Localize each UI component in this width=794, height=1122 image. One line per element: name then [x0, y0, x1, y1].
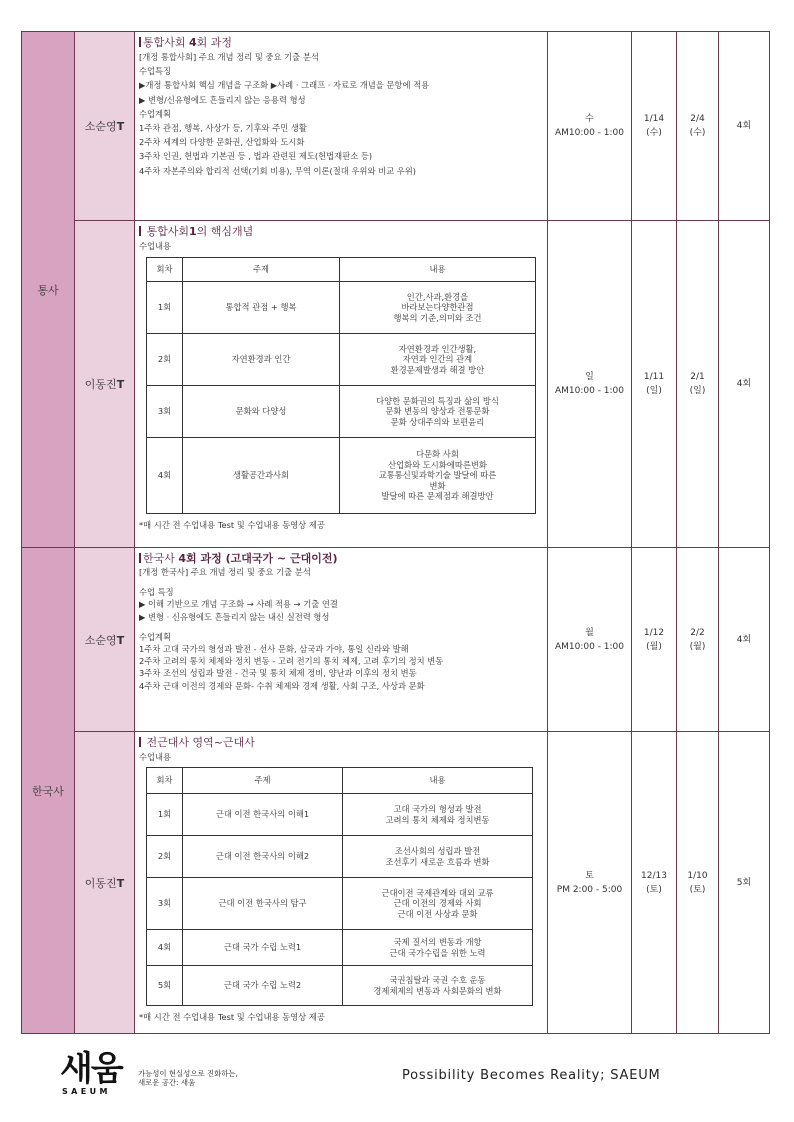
course-line: 수업계획 — [139, 108, 172, 119]
session-no: 3회 — [147, 878, 183, 930]
table-row — [147, 836, 533, 878]
slogan: Possibility Becomes Reality; SAEUM — [402, 1068, 661, 1083]
header-cell: 회차 — [147, 768, 183, 794]
end-date: 1/10 (토) — [677, 732, 719, 1034]
subject-cell: 통사 — [22, 32, 75, 548]
tagline: 가능성이 현실성으로 진화하는, 새로운 공간: 새움 — [138, 1069, 238, 1087]
course-description — [135, 221, 548, 548]
schedule-row — [22, 548, 770, 732]
table-header-row — [147, 258, 536, 282]
table-header-row — [147, 768, 533, 794]
session-no: 4회 — [147, 930, 183, 966]
session-no: 1회 — [147, 794, 183, 836]
session-count: 4회 — [719, 221, 770, 548]
topic: 근대 이전 한국사의 이해1 — [183, 794, 343, 836]
teacher-cell: 소순영T — [75, 32, 135, 221]
course-line: 4주차 자본주의와 합리적 선택(기회 비용), 무역 이론(절대 우위와 비교 우위) — [139, 165, 417, 176]
session-no: 5회 — [147, 966, 183, 1006]
course-description — [135, 548, 548, 732]
teacher-cell: 이동진T — [75, 221, 135, 548]
content: 자연환경과 인간생활, 자연과 인간의 관계 환경문제발생과 해결 방안 — [340, 334, 536, 386]
course-line: [개정 한국사] 주요 개념 정리 및 중요 기출 분석 — [139, 567, 311, 577]
note-text: *매 시간 전 수업내용 Test 및 수업내용 동영상 제공 — [139, 520, 325, 531]
course-description — [135, 32, 548, 221]
schedule-table — [21, 31, 770, 1034]
class-time: 월 AM10:00 - 1:00 — [548, 548, 632, 732]
topic: 문화와 다양성 — [183, 386, 340, 438]
content: 고대 국가의 형성과 발전 고려의 통치 체제와 정치변동 — [343, 794, 533, 836]
table-row — [147, 438, 536, 514]
course-description — [135, 732, 548, 1034]
course-line: 수업계획 — [139, 631, 172, 642]
content: 다양한 문화권의 특징과 삶의 방식 문화 변동의 양상과 전통문화 문화 상대주의와 보편윤리 — [340, 386, 536, 438]
class-time: 수 AM10:00 - 1:00 — [548, 32, 632, 221]
course-line: 수업 특징 — [139, 587, 174, 598]
content: 근대이전 국제관계와 대외 교류 근대 이전의 경제와 사회 근대 이전 사상과 문화 — [343, 878, 533, 930]
content: 국권침탈과 국권 수호 운동 경제체제의 변동과 사회문화의 변화 — [343, 966, 533, 1006]
footer — [60, 1050, 740, 1100]
session-count: 4회 — [719, 548, 770, 732]
header-cell: 내용 — [343, 768, 533, 794]
content: 조선사회의 성립과 발전 조선후기 새로운 흐름과 변화 — [343, 836, 533, 878]
table-row — [147, 966, 533, 1006]
topic: 생활공간과사회 — [183, 438, 340, 514]
table-row — [147, 794, 533, 836]
content: 국제 질서의 변동과 개항 근대 국가수립을 위한 노력 — [343, 930, 533, 966]
end-date: 2/4 (수) — [677, 32, 719, 221]
session-no: 1회 — [147, 282, 183, 334]
table-row — [147, 334, 536, 386]
topic: 근대 국가 수립 노력2 — [183, 966, 343, 1006]
header-cell: 주제 — [183, 258, 340, 282]
course-line: ▶ 변형/신유형에도 흔들리지 않는 응용력 형성 — [139, 94, 306, 105]
session-no: 3회 — [147, 386, 183, 438]
table-row — [147, 930, 533, 966]
end-date: 2/1 (일) — [677, 221, 719, 548]
session-no: 4회 — [147, 438, 183, 514]
topic: 근대 국가 수립 노력1 — [183, 930, 343, 966]
content-label: 수업내용 — [139, 241, 172, 251]
course-line: 3주차 조선의 성립과 발전 - 건국 및 통치 체제 정비, 양난과 이후의 정치 변동 — [139, 668, 417, 679]
class-time: 토 PM 2:00 - 5:00 — [548, 732, 632, 1034]
subject-cell: 한국사 — [22, 548, 75, 1034]
course-line: 1주차 관점, 행복, 사상가 등, 기후와 주민 생활 — [139, 123, 307, 134]
note-text: *매 시간 전 수업내용 Test 및 수업내용 동영상 제공 — [139, 1012, 325, 1023]
course-title: 한국사 4회 과정 (고대국가 ~ 근대이전) — [139, 551, 543, 566]
table-row — [147, 386, 536, 438]
teacher-cell: 소순영T — [75, 548, 135, 732]
topic: 근대 이전 한국사의 탐구 — [183, 878, 343, 930]
course-title: 전근대사 영역~근대사 — [139, 735, 543, 750]
saeum-logo: 새움 — [60, 1049, 122, 1089]
table-row — [147, 282, 536, 334]
end-date: 2/2 (월) — [677, 548, 719, 732]
session-no: 2회 — [147, 334, 183, 386]
header-cell: 주제 — [183, 768, 343, 794]
content: 인간,사과,환경을 바라보는다양한관점 행복의 기준,의미와 조건 — [340, 282, 536, 334]
content-label: 수업내용 — [139, 752, 172, 762]
course-line: 수업특징 — [139, 66, 172, 77]
header-cell: 회차 — [147, 258, 183, 282]
course-line: 2주차 세계의 다양한 문화권, 산업화와 도시화 — [139, 137, 305, 148]
course-line: 4주차 근대 이전의 경제와 문화- 수취 체제와 경제 생활, 사회 구조, 사상과 문화 — [139, 680, 425, 691]
course-title: 통합사회1의 핵심개념 — [139, 224, 543, 239]
course-line: 3주차 인권, 헌법과 기본권 등 , 법과 관련된 제도(헌법재판소 등) — [139, 151, 373, 162]
course-line: ▶ 변형 · 신유형에도 흔들리지 않는 내신 실전력 형성 — [139, 611, 330, 622]
course-line: 2주차 고려의 통치 체제와 정치 변동 - 고려 전기의 통치 체제, 고려 후기의 정치 변동 — [139, 656, 444, 667]
course-title: 통합사회 4회 과정 — [139, 35, 543, 50]
topic: 자연환경과 인간 — [183, 334, 340, 386]
course-line: ▶ 이해 기반으로 개념 구조화 → 사례 적용 → 기출 연결 — [139, 599, 338, 610]
session-no: 2회 — [147, 836, 183, 878]
course-line: [개정 통합사회] 주요 개념 정리 및 중요 기출 분석 — [139, 52, 319, 62]
class-time: 일 AM10:00 - 1:00 — [548, 221, 632, 548]
table-row — [147, 878, 533, 930]
schedule-row — [22, 732, 770, 1034]
session-count: 5회 — [719, 732, 770, 1034]
curriculum-table — [146, 257, 536, 514]
start-date: 1/14 (수) — [632, 32, 677, 221]
session-count: 4회 — [719, 32, 770, 221]
topic: 통합적 관점 + 행복 — [183, 282, 340, 334]
curriculum-table — [146, 767, 533, 1006]
schedule-page — [21, 31, 769, 1034]
course-line: ▶개정 통합사회 핵심 개념을 구조화 ▶사례 · 그래프 · 자료로 개념을 문항에 적용 — [139, 80, 430, 91]
schedule-row — [22, 32, 770, 221]
header-cell: 내용 — [340, 258, 536, 282]
start-date: 1/12 (월) — [632, 548, 677, 732]
saeum-logo-sub: SAEUM — [62, 1087, 111, 1096]
start-date: 1/11 (일) — [632, 221, 677, 548]
teacher-cell: 이동진T — [75, 732, 135, 1034]
topic: 근대 이전 한국사의 이해2 — [183, 836, 343, 878]
course-line: 1주차 고대 국가의 형성과 발전 - 선사 문화, 삼국과 가야, 통일 신라와 발해 — [139, 644, 409, 655]
schedule-row — [22, 221, 770, 548]
start-date: 12/13 (토) — [632, 732, 677, 1034]
content: 다문화 사회 산업화와 도시화에따른변화 교통통신및과학기술 발달에 따른 변화 발달에 따른 문제점과 해결방안 — [340, 438, 536, 514]
